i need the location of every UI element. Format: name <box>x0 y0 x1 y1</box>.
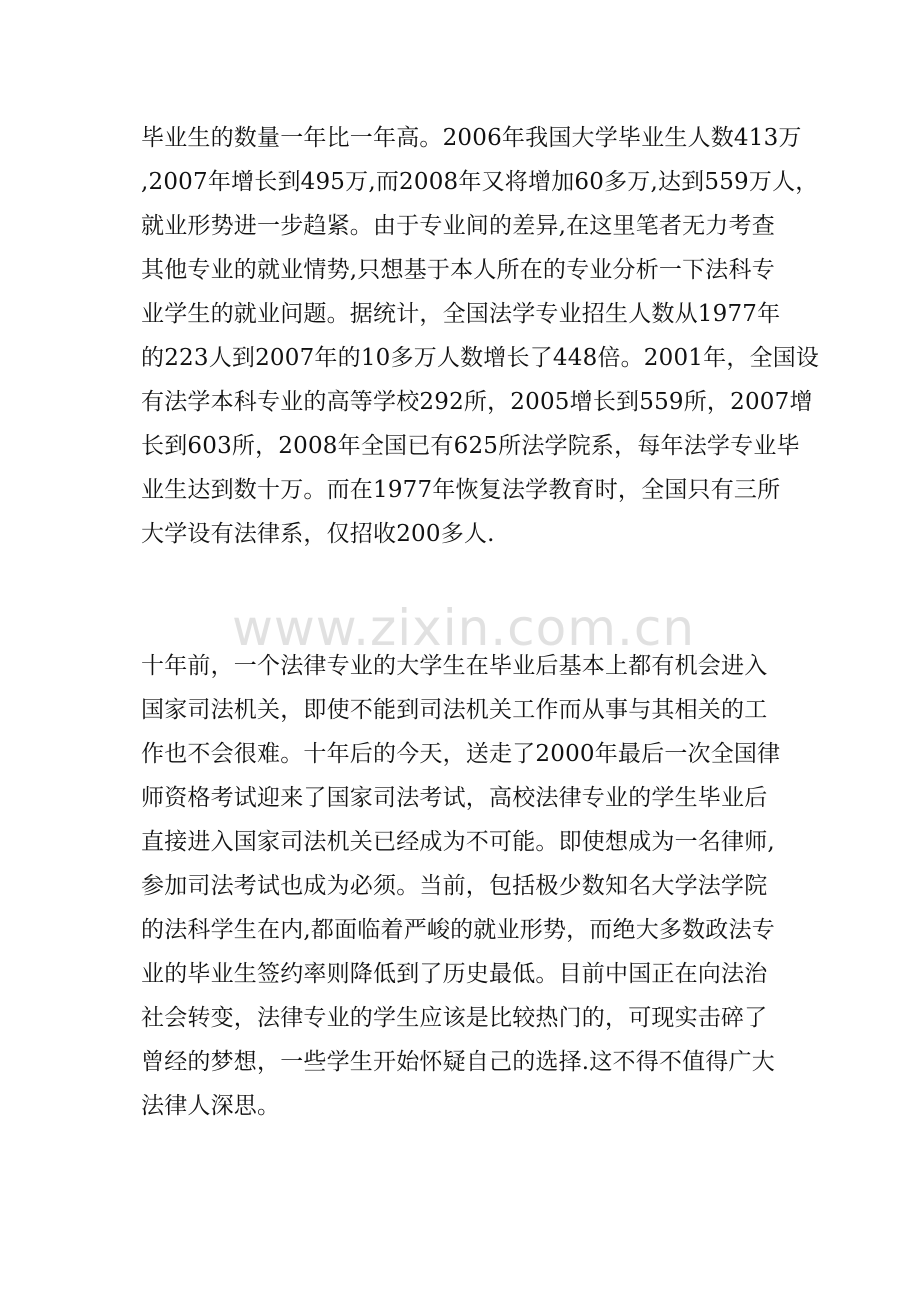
text-line: 大学设有法律系，仅招收200多人. <box>141 521 495 547</box>
text-line: 毕业生的数量一年比一年高。2006年我国大学毕业生人数413万 <box>141 125 802 151</box>
text-line: 国家司法机关，即使不能到司法机关工作而从事与其相关的工 <box>141 697 768 723</box>
text-line: ,2007年增长到495万,而2008年又将增加60多万,达到559万人， <box>141 169 819 195</box>
text-line: 十年前，一个法律专业的大学生在毕业后基本上都有机会进入 <box>141 653 768 679</box>
text-line: 的223人到2007年的10多万人数增长了448倍。2001年，全国设 <box>141 345 820 371</box>
text-line: 作也不会很难。十年后的今天，送走了2000年最后一次全国律 <box>141 741 781 767</box>
text-line: 曾经的梦想，一些学生开始怀疑自己的选择.这不得不值得广大 <box>141 1049 775 1075</box>
text-line: 业的毕业生签约率则降低到了历史最低。目前中国正在向法治 <box>141 961 768 987</box>
text-line: 直接进入国家司法机关已经成为不可能。即使想成为一名律师, <box>141 829 775 855</box>
text-line: 长到603所，2008年全国已有625所法学院系，每年法学专业毕 <box>141 433 800 459</box>
text-line: 的法科学生在内,都面临着严峻的就业形势，而绝大多数政法专 <box>141 917 775 943</box>
text-line: 师资格考试迎来了国家司法考试，高校法律专业的学生毕业后 <box>141 785 768 811</box>
text-line: 社会转变，法律专业的学生应该是比较热门的，可现实击碎了 <box>141 1005 768 1031</box>
text-line: 参加司法考试也成为必须。当前，包括极少数知名大学法学院 <box>141 873 768 899</box>
paragraph-1 <box>141 116 820 556</box>
paragraph-2 <box>141 644 781 1128</box>
text-line: 业学生的就业问题。据统计，全国法学专业招生人数从1977年 <box>141 301 781 327</box>
text-line: 法律人深思。 <box>141 1093 281 1119</box>
text-line: 其他专业的就业情势,只想基于本人所在的专业分析一下法科专 <box>141 257 775 283</box>
text-line: 业生达到数十万。而在1977年恢复法学教育时，全国只有三所 <box>141 477 781 503</box>
watermark-text: www.zixin.com.cn <box>232 599 696 657</box>
text-line: 就业形势进一步趋紧。由于专业间的差异,在这里笔者无力考查 <box>141 213 775 239</box>
text-line: 有法学本科专业的高等学校292所，2005增长到559所，2007增 <box>141 389 813 415</box>
